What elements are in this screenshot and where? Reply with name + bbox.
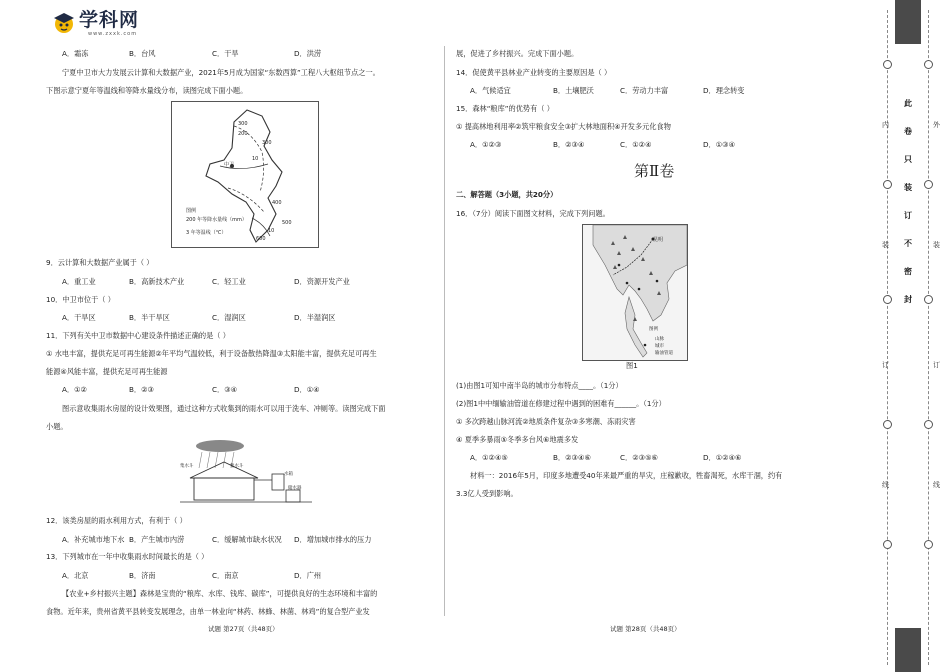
inner-char-xian: 线 [882, 481, 889, 489]
q12-option-b: B．产生城市内涝 [129, 535, 185, 544]
q9-option-d: D．资源开发产业 [294, 277, 350, 286]
q14-option-c: C．劳动力丰富 [620, 86, 669, 95]
house-label-collector2: 集水斗 [230, 464, 244, 469]
outer-char-xian: 线 [933, 481, 940, 489]
map1-label-10b: 10 [268, 228, 275, 234]
q11-statement-line1: ① 水电丰富，提供充足可再生能源②年平均气温较低，利于设备散热降温③太阳能丰富，提供充足可再生 [46, 349, 377, 358]
house-label-collector1: 集水斗 [180, 464, 194, 469]
map1-label-10a: 10 [252, 156, 259, 162]
question-16: 16．（7分）阅读下面图文材料，完成下列问题。 [456, 209, 610, 218]
q13-option-a: A．北京 [62, 571, 89, 580]
question-14: 14．促使黄平县林业产业转变的主要原因是（ ） [456, 68, 612, 77]
sub2-statement-line1: ① 多次跨越山脉河流②地质条件复杂③多寒潮、冻雨灾害 [456, 417, 636, 426]
binding-hole [924, 180, 933, 189]
map1-label-zhongwei: 中卫 [224, 162, 235, 168]
inner-binding-line [887, 10, 888, 665]
question-12: 12．该类房屋的雨水利用方式，有利于（ ） [46, 516, 187, 525]
q8-option-b: B．台风 [129, 49, 156, 58]
q15-option-c: C．①②④ [620, 140, 652, 149]
footer-right-page-number: 试题 第28页（共48页） [610, 625, 681, 633]
q14-option-a: A．气候适宜 [470, 86, 511, 95]
material-one-line1: 材料一：2016年5月，印度多地遭受40年来最严重的旱灾，庄稼歉收，牲畜渴死，水库干涸，约有 [470, 471, 783, 480]
footer-left-page-number: 试题 第27页（共48页） [208, 625, 279, 633]
q12-option-d: D．增加城市排水的压力 [294, 535, 372, 544]
forest-continuation-line: 展，促进了乡村振兴。完成下面小题。 [456, 49, 579, 58]
map2-legend-city: 城市 [655, 344, 664, 349]
sub2-option-b: B．②③④⑥ [553, 453, 591, 462]
q10-option-b: B．半干旱区 [129, 313, 170, 322]
map2-legend-title: 图例 [649, 327, 658, 332]
sub2-option-c: C．②③⑤⑥ [620, 453, 658, 462]
outer-char-wai: 外 [933, 121, 940, 129]
binding-hole [924, 420, 933, 429]
q8-option-a: A．霜冻 [62, 49, 89, 58]
q12-option-c: C．缓解城市缺水状况 [212, 535, 282, 544]
binding-hole [883, 295, 892, 304]
sub2-statement-line2: ④ 夏季多暴雨⑤冬季多台风⑥地震多发 [456, 435, 579, 444]
map1-label-300b: 300 [262, 140, 272, 146]
subquestion-2: (2)图1中中缅输油管道在修建过程中遇到的困难有______。（1分） [456, 399, 666, 408]
q11-option-b: B．②③ [129, 385, 155, 394]
map2-caption: 图1 [626, 361, 638, 370]
outer-char-zhuang: 装 [933, 241, 940, 249]
sub2-option-d: D．①②④⑥ [703, 453, 742, 462]
inner-char-zhuang: 装 [882, 241, 889, 249]
q15-option-d: D．①③④ [703, 140, 736, 149]
inner-char-ding: 订 [882, 361, 889, 369]
q13-option-b: B．济南 [129, 571, 156, 580]
map1-legend-temp: 3 年等温线（℃） [186, 230, 227, 236]
map2-label-kunming: 昆明 [653, 237, 664, 243]
outer-binding-line [928, 10, 929, 665]
indochina-map-drawing [583, 225, 687, 360]
material-one-line2: 3.3亿人受到影响。 [456, 489, 518, 498]
map1-label-400: 400 [272, 200, 282, 206]
binding-hole [924, 60, 933, 69]
rainwater-house-diagram [180, 438, 312, 508]
house-label-storage: 储水器 [288, 486, 302, 491]
q15-option-b: B．②③④ [553, 140, 585, 149]
map1-legend-title: 图例 [186, 208, 197, 214]
binding-hole [883, 180, 892, 189]
binding-hole [883, 420, 892, 429]
q10-option-c: C．湿润区 [212, 313, 246, 322]
q10-option-a: A．干旱区 [62, 313, 96, 322]
q13-option-c: C．南京 [212, 571, 239, 580]
question-11: 11．下列有关中卫市数据中心建设条件描述正确的是（ ） [46, 331, 230, 340]
q14-option-d: D．理念转变 [703, 86, 745, 95]
binding-strip-top [895, 0, 921, 44]
question-13: 13．下列城市在一年中收集雨水时间最长的是（ ） [46, 552, 209, 561]
map1-legend-rain: 200 年等降水量线（mm） [186, 217, 247, 223]
q9-option-b: B．高新技术产业 [129, 277, 185, 286]
binding-hole [924, 540, 933, 549]
notice-char: 不 [904, 239, 912, 248]
question-10: 10．中卫市位于（ ） [46, 295, 115, 304]
house-label-tank: 水箱 [284, 472, 293, 477]
part-two-heading: 第Ⅱ卷 [634, 162, 675, 180]
sub2-option-a: A．①②④⑤ [470, 453, 508, 462]
map1-label-300a: 300 [238, 121, 248, 127]
intro-ningxia-line1: 宁夏中卫市大力发展云计算和大数据产业，2021年5月成为国家“东数西算”工程八大枢纽节点之一。 [62, 68, 380, 77]
intro-ningxia-line2: 下图示意宁夏年等温线和等降水量线分布，读图完成下面小题。 [46, 86, 248, 95]
notice-char: 订 [904, 211, 912, 220]
column-divider [444, 46, 445, 616]
map1-label-600: 600 [256, 236, 266, 242]
q13-option-d: D．广州 [294, 571, 322, 580]
intro-rainwater-line1: 图示意收集雨水房屋的设计效果图，通过这种方式收集到的雨水可以用于洗车、冲厕等。读图完成下面 [62, 404, 386, 413]
notice-char: 卷 [904, 127, 912, 136]
map1-label-200: 200 [238, 131, 248, 137]
q11-option-a: A．①② [62, 385, 87, 394]
binding-hole [924, 295, 933, 304]
ningxia-isoline-map [171, 101, 319, 248]
inner-char-nei: 内 [882, 121, 889, 129]
question-9: 9．云计算和大数据产业属于（ ） [46, 258, 154, 267]
q9-option-c: C．轻工业 [212, 277, 246, 286]
map2-legend-pipeline: 输油管道 [655, 351, 673, 356]
binding-hole [883, 60, 892, 69]
outer-char-ding: 订 [933, 361, 940, 369]
notice-char: 封 [904, 295, 912, 304]
notice-char: 此 [904, 99, 912, 108]
logo [52, 8, 142, 40]
section-heading: 二、解答题（3小题，共20分） [456, 190, 558, 199]
intro-rainwater-line2: 小题。 [46, 422, 68, 431]
graduate-cap-icon [52, 10, 76, 34]
map2-legend-mountain: 山脉 [655, 337, 664, 342]
question-15: 15．森林“粮库”的优势有（ ） [456, 104, 554, 113]
notice-char: 装 [904, 183, 912, 192]
q10-option-d: D．半湿润区 [294, 313, 336, 322]
q8-option-c: C．干旱 [212, 49, 239, 58]
q12-option-a: A．补充城市地下水 [62, 535, 125, 544]
logo-text: 学科网 [79, 9, 140, 31]
binding-hole [883, 540, 892, 549]
notice-char: 只 [904, 155, 912, 164]
binding-strip-bottom [895, 628, 921, 672]
intro-forest-line2: 食物。近年来，贵州省黄平县转变发展理念，由单一林业向“林药、林蜂、林菌、林鸡”的复合型产业发 [46, 607, 370, 616]
q15-statement: ① 提高林地利用率②筑牢粮食安全③扩大林地面积④开发多元化食物 [456, 122, 671, 131]
q11-option-c: C．③④ [212, 385, 238, 394]
q14-option-b: B．土壤肥沃 [553, 86, 594, 95]
q11-option-d: D．①④ [294, 385, 320, 394]
map1-label-500: 500 [282, 220, 292, 226]
notice-char: 密 [904, 267, 912, 276]
logo-url: www.zxxk.com [88, 31, 138, 37]
q9-option-a: A．重工业 [62, 277, 96, 286]
q11-statement-line2: 能源④风能丰富，提供充足可再生能源 [46, 367, 168, 376]
indochina-map [582, 224, 688, 361]
intro-forest-line1: 【农业+乡村振兴主题】森林是宝贵的“粮库、水库、钱库、碳库”，可提供良好的生态环境和丰富的 [62, 589, 378, 598]
seal-notice [895, 90, 921, 314]
q15-option-a: A．①②③ [470, 140, 502, 149]
subquestion-1: (1)由图1可知中南半岛的城市分布特点____。（1分） [456, 381, 623, 390]
q8-option-d: D．洪涝 [294, 49, 322, 58]
